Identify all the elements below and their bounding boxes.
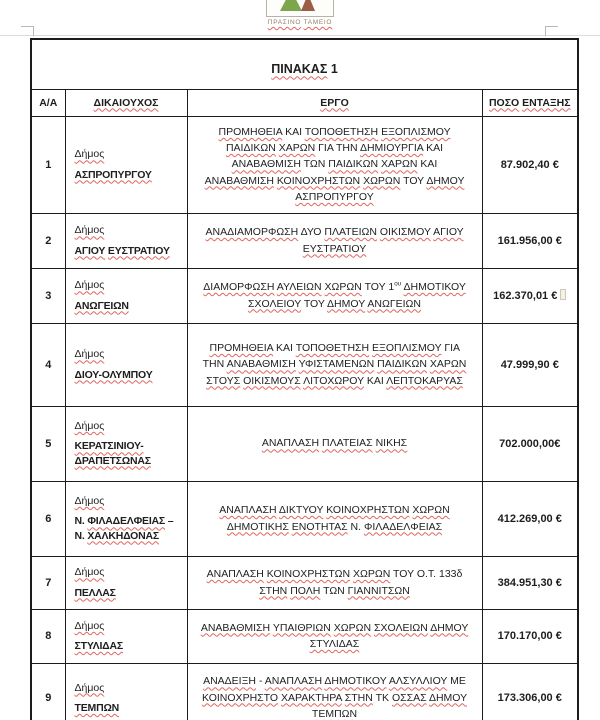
project-cell: ΑΝΑΔΙΑΜΟΡΦΩΣΗ ΔΥΟ ΠΛΑΤΕΙΩΝ ΟΙΚΙΣΜΟΥ ΑΓΙΟΥ ΕΥΣΤΡΑΤΙΟΥ	[187, 213, 482, 268]
beneficiary-name: Ν. ΦΙΛΑΔΕΛΦΕΙΑΣ – Ν. ΧΑΛΚΗΔΟΝΑΣ	[74, 515, 174, 542]
beneficiary-cell	[65, 116, 187, 213]
funding-table	[30, 38, 579, 720]
table-row	[31, 406, 578, 481]
row-number-cell: 1	[31, 116, 65, 213]
logo-caption: ΠΡΑΣΙΝΟ ΤΑΜΕΙΟ	[267, 19, 333, 26]
amount-cell: 412.269,00 €	[482, 481, 578, 556]
green-fund-logo	[260, 0, 340, 26]
beneficiary-cell	[65, 609, 187, 663]
column-header-aa: Α/Α	[31, 89, 65, 116]
annotation-marker	[560, 289, 566, 300]
beneficiary-name: ΣΤΥΛΙΔΑΣ	[74, 640, 124, 652]
beneficiary-name: ΠΕΛΛΑΣ	[74, 586, 116, 599]
amount-cell: 702.000,00€	[482, 406, 578, 481]
table-title: ΠΙΝΑΚΑΣ 1	[31, 39, 578, 89]
beneficiary-cell	[65, 268, 187, 323]
row-number-cell: 7	[31, 556, 65, 609]
beneficiary-name: ΚΕΡΑΤΣΙΝΙΟΥ-ΔΡΑΠΕΤΣΩΝΑΣ	[74, 440, 151, 467]
logo-brown-tree-icon	[301, 0, 315, 11]
beneficiary-prefix: Δήμος	[74, 495, 105, 508]
logo-image	[266, 0, 334, 17]
amount-cell: 161.956,00 €	[482, 213, 578, 268]
beneficiary-prefix: Δήμος	[74, 619, 105, 632]
project-cell: ΑΝΑΒΑΘΜΙΣΗ ΥΠΑΙΘΡΙΩΝ ΧΩΡΩΝ ΣΧΟΛΕΙΩΝ ΔΗΜΟΥ ΣΤΥΛΙΔΑΣ	[187, 609, 482, 663]
table-row	[31, 556, 578, 609]
beneficiary-prefix: Δήμος	[74, 279, 105, 292]
beneficiary-cell	[65, 323, 187, 406]
project-cell: ΠΡΟΜΗΘΕΙΑ ΚΑΙ ΤΟΠΟΘΕΤΗΣΗ ΕΞΟΠΛΙΣΜΟΥ ΠΑΙΔΙΚΩΝ ΧΑΡΩΝ ΓΙΑ ΤΗΝ ΔΗΜΙΟΥΡΓΙΑ ΚΑΙ ΑΝΑΒΑΘΜΙΣΗ ΤΩΝ ΠΑΙΔΙΚΩΝ ΧΑΡΩΝ ΚΑΙ ΑΝΑΒΑΘΜΙΣΗ ΚΟΙΝΟΧΡΗΣΤΩΝ ΧΩΡΩΝ ΤΟΥ ΔΗΜΟΥ ΑΣΠΡΟΠΥΡΓΟΥ	[187, 116, 482, 213]
table-row	[31, 481, 578, 556]
beneficiary-name: ΔΙΟΥ-ΟΛΥΜΠΟΥ	[74, 368, 153, 381]
project-cell: ΔΙΑΜΟΡΦΩΣΗ ΑΥΛΕΙΩΝ ΧΩΡΩΝ ΤΟΥ $1^{o\upsilon}$ ΔΗΜΟΤΙΚΟΥ ΣΧΟΛΕΙΟΥ ΤΟΥ ΔΗΜΟΥ ΑΝΩΓΕΙΩΝ	[187, 268, 482, 323]
column-header-project: ΕΡΓΟ	[187, 89, 482, 116]
amount-cell: 384.951,30 €	[482, 556, 578, 609]
beneficiary-name: ΑΣΠΡΟΠΥΡΓΟΥ	[74, 168, 152, 181]
beneficiary-cell	[65, 481, 187, 556]
beneficiary-name: ΑΝΩΓΕΙΩΝ	[74, 299, 129, 312]
beneficiary-prefix: Δήμος	[74, 566, 105, 579]
beneficiary-prefix: Δήμος	[74, 224, 105, 237]
header-boundary-line	[0, 35, 600, 36]
project-cell: ΑΝΑΠΛΑΣΗ ΠΛΑΤΕΙΑΣ ΝΙΚΗΣ	[187, 406, 482, 481]
table-row	[31, 609, 578, 663]
logo-green-tree-icon	[280, 0, 302, 11]
row-number-cell: 5	[31, 406, 65, 481]
page-margin-mark-right	[545, 26, 558, 36]
beneficiary-prefix: Δήμος	[74, 420, 105, 433]
beneficiary-name: ΑΓΙΟΥ ΕΥΣΤΡΑΤΙΟΥ	[74, 244, 170, 257]
project-cell: ΑΝΑΠΛΑΣΗ ΚΟΙΝΟΧΡΗΣΤΩΝ ΧΩΡΩΝ ΤΟΥ Ο.Τ. 133δ ΣΤΗΝ ΠΟΛΗ ΤΩΝ ΓΙΑΝΝΙΤΣΩΝ	[187, 556, 482, 609]
table-row	[31, 268, 578, 323]
beneficiary-cell	[65, 663, 187, 720]
beneficiary-prefix: Δήμος	[74, 148, 105, 161]
row-number-cell: 6	[31, 481, 65, 556]
project-cell: ΑΝΑΔΕΙΞΗ - ΑΝΑΠΛΑΣΗ ΔΗΜΟΤΙΚΟΥ ΑΛΣΥΛΛΙΟΥ ΜΕ ΚΟΙΝΟΧΡΗΣΤΟ ΧΑΡΑΚΤΗΡΑ ΣΤΗΝ ΤΚ ΟΣΣΑΣ ΔΗΜΟΥ ΤΕΜΠΩΝ	[187, 663, 482, 720]
project-cell: ΠΡΟΜΗΘΕΙΑ ΚΑΙ ΤΟΠΟΘΕΤΗΣΗ ΕΞΟΠΛΙΣΜΟΥ ΓΙΑ ΤΗΝ ΑΝΑΒΑΘΜΙΣΗ ΥΦΙΣΤΑΜΕΝΩΝ ΠΑΙΔΙΚΩΝ ΧΑΡΩΝ ΣΤΟΥΣ ΟΙΚΙΣΜΟΥΣ ΛΙΤΟΧΩΡΟΥ ΚΑΙ ΛΕΠΤΟΚΑΡΥΑΣ	[187, 323, 482, 406]
beneficiary-cell	[65, 556, 187, 609]
amount-cell: 162.370,01 €	[482, 268, 578, 323]
amount-cell: 87.902,40 €	[482, 116, 578, 213]
project-cell: ΑΝΑΠΛΑΣΗ ΔΙΚΤΥΟΥ ΚΟΙΝΟΧΡΗΣΤΩΝ ΧΩΡΩΝ ΔΗΜΟΤΙΚΗΣ ΕΝΟΤΗΤΑΣ Ν. ΦΙΛΑΔΕΛΦΕΙΑΣ	[187, 481, 482, 556]
row-number-cell: 8	[31, 609, 65, 663]
row-number-cell: 2	[31, 213, 65, 268]
amount-cell: 173.306,00 €	[482, 663, 578, 720]
table-header-row	[31, 89, 578, 116]
row-number-cell: 4	[31, 323, 65, 406]
row-number-cell: 9	[31, 663, 65, 720]
page-margin-mark-left	[21, 26, 34, 36]
row-number-cell: 3	[31, 268, 65, 323]
table-row	[31, 663, 578, 720]
table-row	[31, 213, 578, 268]
beneficiary-cell	[65, 406, 187, 481]
table-row	[31, 323, 578, 406]
table-title-row	[31, 39, 578, 89]
column-header-amount: ΠΟΣΟ ΕΝΤΑΞΗΣ	[482, 89, 578, 116]
table-row	[31, 116, 578, 213]
beneficiary-cell	[65, 213, 187, 268]
amount-cell: 170.170,00 €	[482, 609, 578, 663]
beneficiary-name: ΤΕΜΠΩΝ	[74, 701, 120, 714]
beneficiary-prefix: Δήμος	[74, 348, 105, 361]
column-header-beneficiary: ΔΙΚΑΙΟΥΧΟΣ	[65, 89, 187, 116]
beneficiary-prefix: Δήμος	[74, 681, 105, 694]
amount-cell: 47.999,90 €	[482, 323, 578, 406]
